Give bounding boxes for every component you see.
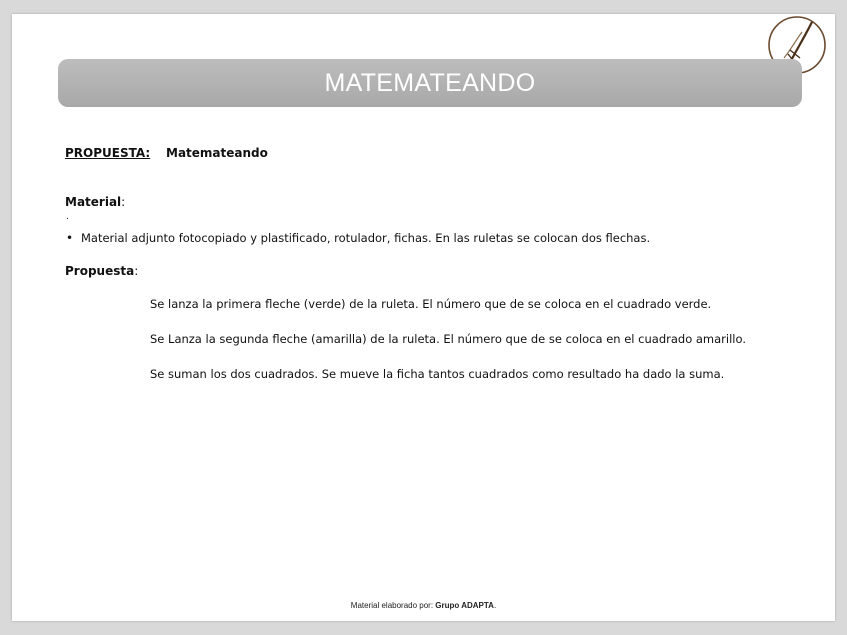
propuesta-colon: :: [134, 264, 139, 278]
propuesta-heading-row: [65, 264, 138, 278]
footer-suffix: .: [493, 601, 497, 610]
title-bar: [58, 59, 802, 107]
material-dot: .: [66, 212, 69, 222]
footer: [0, 601, 847, 610]
footer-prefix: Material elaborado por:: [350, 601, 436, 610]
propuesta-value: Matemateando: [166, 146, 268, 160]
propuesta-label: PROPUESTA:: [65, 146, 151, 160]
material-colon: :: [121, 195, 126, 209]
page-title: MATEMATEANDO: [324, 68, 536, 97]
propuesta-step-3: Se suman los dos cuadrados. Se mueve la ficha tantos cuadrados como resultado ha dado la suma.: [150, 367, 725, 381]
material-bullet-text: Material adjunto fotocopiado y plastificado, rotulador, fichas. En las ruletas se colocan dos flechas.: [81, 231, 651, 245]
propuesta-heading: Propuesta: [65, 264, 135, 278]
propuesta-step-1: Se lanza la primera fleche (verde) de la ruleta. El número que de se coloca en el cuadrado verde.: [150, 297, 712, 311]
material-heading-row: [65, 195, 125, 209]
material-heading: Material: [65, 195, 122, 209]
propuesta-step-2: Se Lanza la segunda fleche (amarilla) de la ruleta. El número que de se coloca en el cuadrado amarillo.: [150, 332, 746, 346]
footer-group: Grupo ADAPTA: [435, 601, 494, 610]
material-bullet: •: [66, 231, 74, 245]
